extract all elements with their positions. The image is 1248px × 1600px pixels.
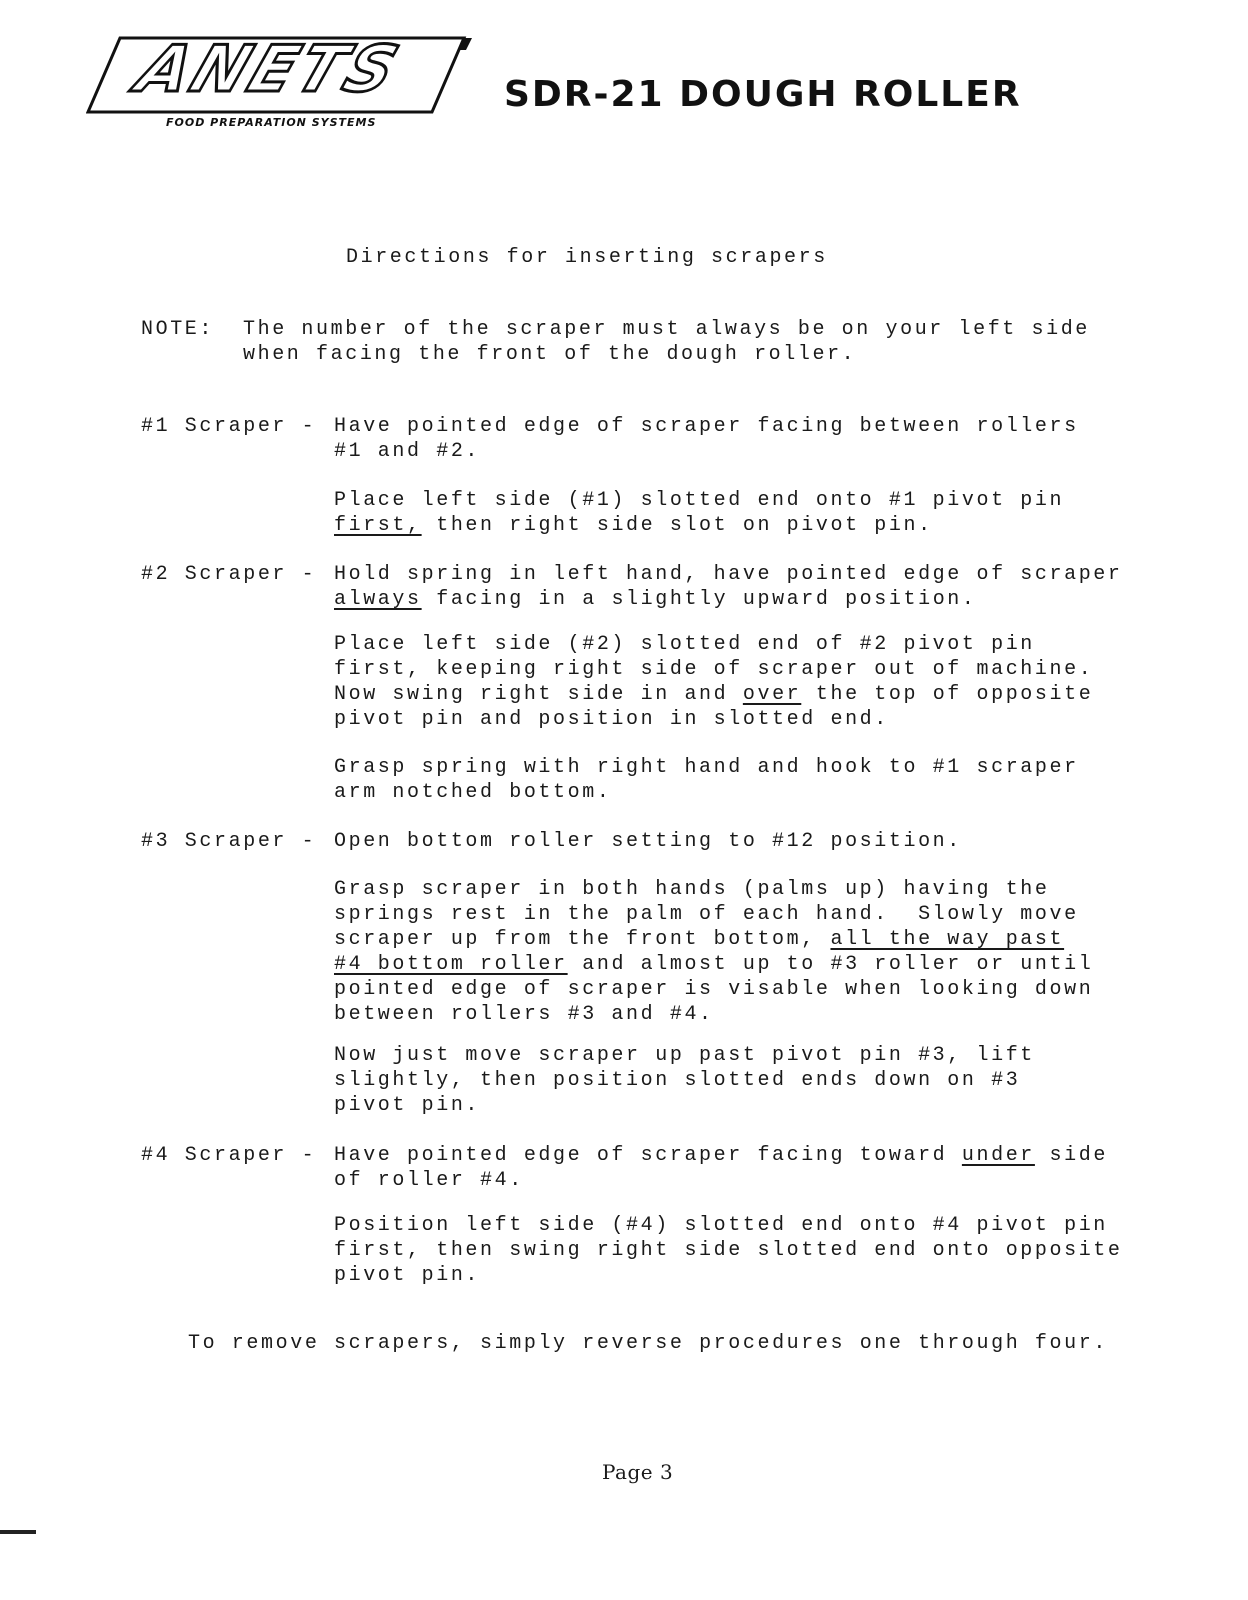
scraper-3-label: #3 Scraper -: [141, 830, 317, 853]
document-title: SDR-21 DOUGH ROLLER: [504, 74, 1022, 115]
scraper-1-step-1: Have pointed edge of scraper facing between rollers #1 and #2.: [334, 415, 1079, 463]
scraper-1-label: #1 Scraper -: [141, 415, 317, 438]
page-number: Page 3: [602, 1460, 674, 1484]
scraper-4-step-2: Position left side (#4) slotted end onto #4 pivot pin first, then swing right side slotted end onto opposite pivot pin.: [334, 1214, 1123, 1287]
logo-subtitle: FOOD PREPARATION SYSTEMS: [166, 116, 377, 129]
scraper-4-step-1: Have pointed edge of scraper facing toward under side of roller #4.: [334, 1144, 1108, 1192]
scraper-3-step-2: Grasp scraper in both hands (palms up) having the springs rest in the palm of each hand. Slowly move scraper up from the front bottom, all the way past #4 bottom roller and almost up to #3 roller or until pointed edge of scraper is visable when looking down between rollers #3 and #4.: [334, 878, 1094, 1026]
note-label: NOTE:: [141, 318, 215, 341]
scraper-3-step-1: Open bottom roller setting to #12 position.: [334, 830, 962, 853]
scraper-1-step-2: Place left side (#1) slotted end onto #1 pivot pin first, then right side slot on pivot pin.: [334, 489, 1065, 537]
note-text: The number of the scraper must always be on your left side when facing the front of the dough roller.: [243, 318, 1090, 366]
scraper-2-label: #2 Scraper -: [141, 563, 317, 586]
scraper-3-step-3: Now just move scraper up past pivot pin #3, lift slightly, then position slotted ends down on #3 pivot pin.: [334, 1044, 1035, 1117]
anets-logo: [86, 34, 476, 134]
scraper-4-label: #4 Scraper -: [141, 1144, 317, 1167]
scraper-2-step-3: Grasp spring with right hand and hook to #1 scraper arm notched bottom.: [334, 756, 1079, 804]
scraper-2-step-2: Place left side (#2) slotted end of #2 pivot pin first, keeping right side of scraper out of machine. Now swing right side in and over the top of opposite pivot pin and position in slotted end.: [334, 633, 1094, 731]
closing-instruction: To remove scrapers, simply reverse procedures one through four.: [188, 1332, 1108, 1355]
logo-wordmark: ANETS: [127, 33, 411, 107]
scan-margin-mark: [0, 1530, 36, 1534]
section-heading: Directions for inserting scrapers: [346, 246, 828, 269]
scraper-2-step-1: Hold spring in left hand, have pointed edge of scraper always facing in a slightly upward position.: [334, 563, 1123, 611]
